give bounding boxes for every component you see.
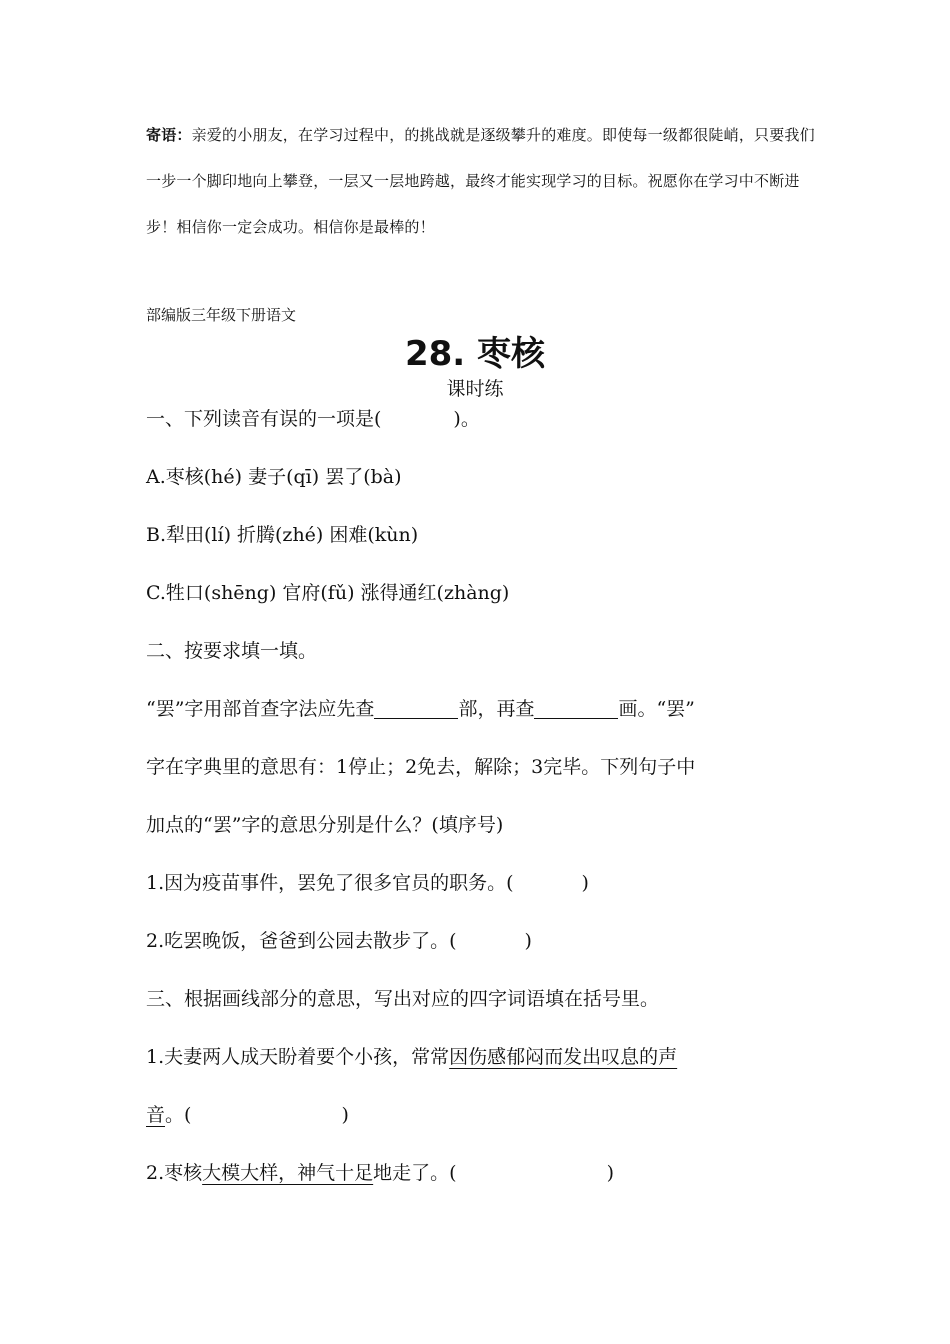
question-1-stem: 一、下列读音有误的一项是( )。 <box>146 408 480 430</box>
question-1-option-a: A.枣核(hé) 妻子(qī) 罢了(bà) <box>146 466 402 488</box>
page-subtitle: 课时练 <box>446 378 504 400</box>
question-3-title: 三、根据画线部分的意思，写出对应的四字词语填在括号里。 <box>146 988 660 1010</box>
page-title: 28. 枣核 <box>404 334 546 374</box>
motto-label: 寄语： <box>146 126 192 144</box>
question-2-paragraph-line-1: “罢”字用部首查字法应先查 部，再查 画。“罢” <box>146 698 695 720</box>
question-3-sentence-2: 2.枣核大模大样，神气十足地走了。( ) <box>146 1162 614 1184</box>
question-3-sentence-1-line-2: 音。( ) <box>146 1104 349 1126</box>
grade-label: 部编版三年级下册语文 <box>146 306 297 324</box>
question-1-option-c: C.牲口(shēng) 官府(fǔ) 涨得通红(zhàng) <box>146 582 510 604</box>
answer-blank-strokes[interactable] <box>534 698 618 719</box>
answer-blank-radical[interactable] <box>374 698 458 719</box>
question-1-option-b: B.犁田(lí) 折腾(zhé) 困难(kùn) <box>146 524 419 546</box>
underlined-phrase-2: 大模大样，神气十足 <box>202 1162 374 1184</box>
question-3-sentence-1-line-1: 1.夫妻两人成天盼着要个小孩，常常因伤感郁闷而发出叹息的声 <box>146 1046 678 1068</box>
question-2-sentence-1: 1.因为疫苗事件，罢免了很多官员的职务。( ) <box>146 872 589 894</box>
question-2-paragraph-line-2: 字在字典里的意思有：1停止；2免去，解除；3完毕。下列句子中 <box>146 756 696 778</box>
motto-text: 亲爱的小朋友，在学习过程中，的挑战就是逐级攀升的难度。即使每一级都很陡峭，只要我们一步一个脚印地向上攀登，一层又一层地跨越，最终才能实现学习的目标。祝愿你在学习中不断进步！相信你一定会成功。相信你是最棒的！ <box>146 126 815 236</box>
underlined-phrase-1-cont: 音 <box>146 1104 166 1126</box>
question-2-paragraph-line-3: 加点的“罢”字的意思分别是什么？(填序号) <box>146 814 504 836</box>
underlined-phrase-1: 因伤感郁闷而发出叹息的声 <box>449 1046 678 1068</box>
motto-paragraph <box>146 112 818 250</box>
question-2-sentence-2: 2.吃罢晚饭，爸爸到公园去散步了。( ) <box>146 930 532 952</box>
question-2-title: 二、按要求填一填。 <box>146 640 318 662</box>
